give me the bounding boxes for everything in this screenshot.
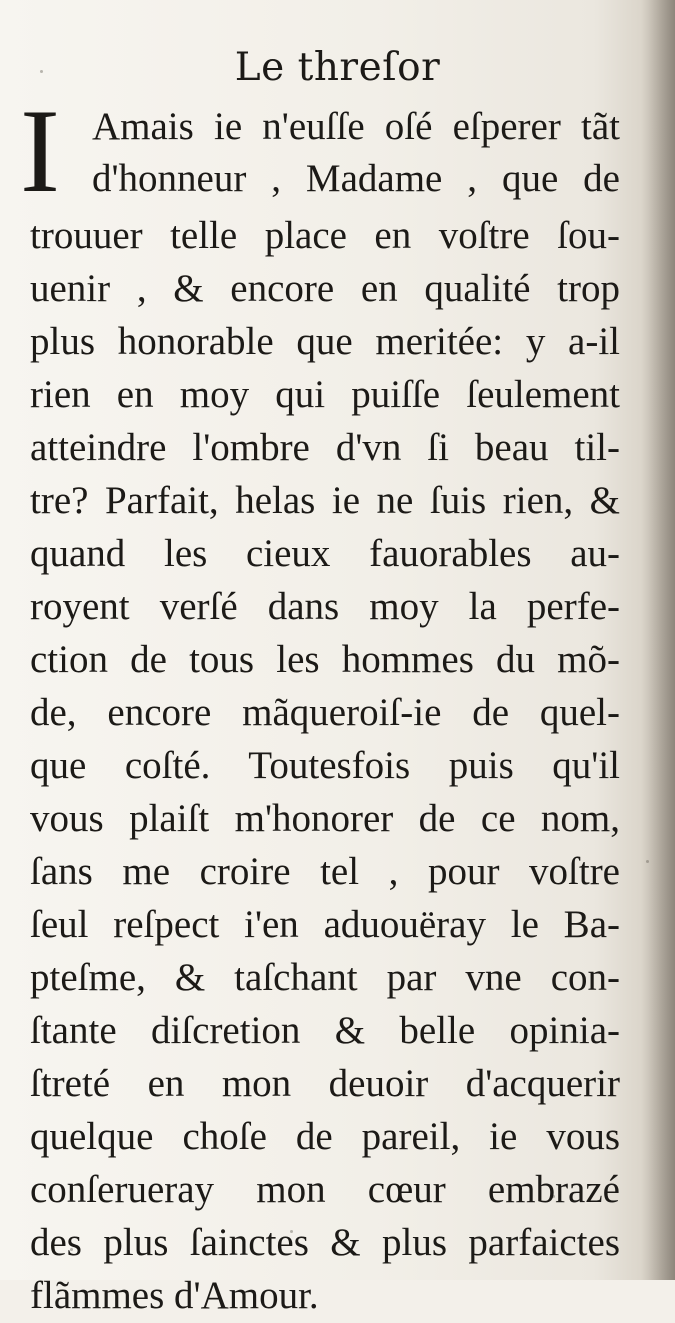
text-line-23: flãmmes d'Amour.	[30, 1274, 319, 1317]
text-line-13: que coſté. Toutesfois puis qu'il	[30, 744, 620, 787]
text-line-15: ſans me croire tel , pour voſtre	[30, 850, 620, 893]
text-line-7: atteindre l'ombre d'vn ſi beau til-	[30, 426, 620, 469]
text-line-19: ſtreté en mon deuoir d'acquerir	[30, 1062, 620, 1105]
text-line-22: des plus ſainctes & plus parfaictes	[30, 1221, 620, 1264]
page-gutter-shadow	[641, 0, 675, 1280]
text-line-16: ſeul reſpect i'en aduouëray le Ba-	[30, 903, 620, 946]
text-line-5: plus honorable que meritée: y a-il	[30, 320, 620, 363]
text-line-9: quand les cieux fauorables au-	[30, 532, 620, 575]
text-line-4: uenir , & encore en qualité trop	[30, 267, 620, 310]
text-line-21: conſerueray mon cœur embrazé	[30, 1168, 620, 1211]
running-head: Le threſor	[234, 45, 441, 90]
text-line-20: quelque choſe de pareil, ie vous	[30, 1115, 620, 1158]
text-line-2: d'honneur , Madame , que de	[92, 157, 620, 200]
text-line-8: tre? Parfait, helas ie ne ſuis rien, &	[30, 479, 620, 522]
text-line-1: Amais ie n'euſſe oſé eſperer tãt	[92, 105, 620, 148]
text-line-14: vous plaiſt m'honorer de ce nom,	[30, 797, 620, 840]
text-line-12: de, encore mãqueroiſ-ie de quel-	[30, 691, 620, 734]
drop-cap: I	[20, 84, 60, 217]
text-line-6: rien en moy qui puiſſe ſeulement	[30, 373, 620, 416]
text-line-17: pteſme, & taſchant par vne con-	[30, 956, 620, 999]
text-line-10: royent verſé dans moy la perfe-	[30, 585, 620, 628]
ink-speck	[646, 860, 649, 863]
text-line-11: ction de tous les hommes du mõ-	[30, 638, 620, 681]
text-line-18: ſtante diſcretion & belle opinia-	[30, 1009, 620, 1052]
text-line-3: trouuer telle place en voſtre ſou-	[30, 214, 620, 257]
